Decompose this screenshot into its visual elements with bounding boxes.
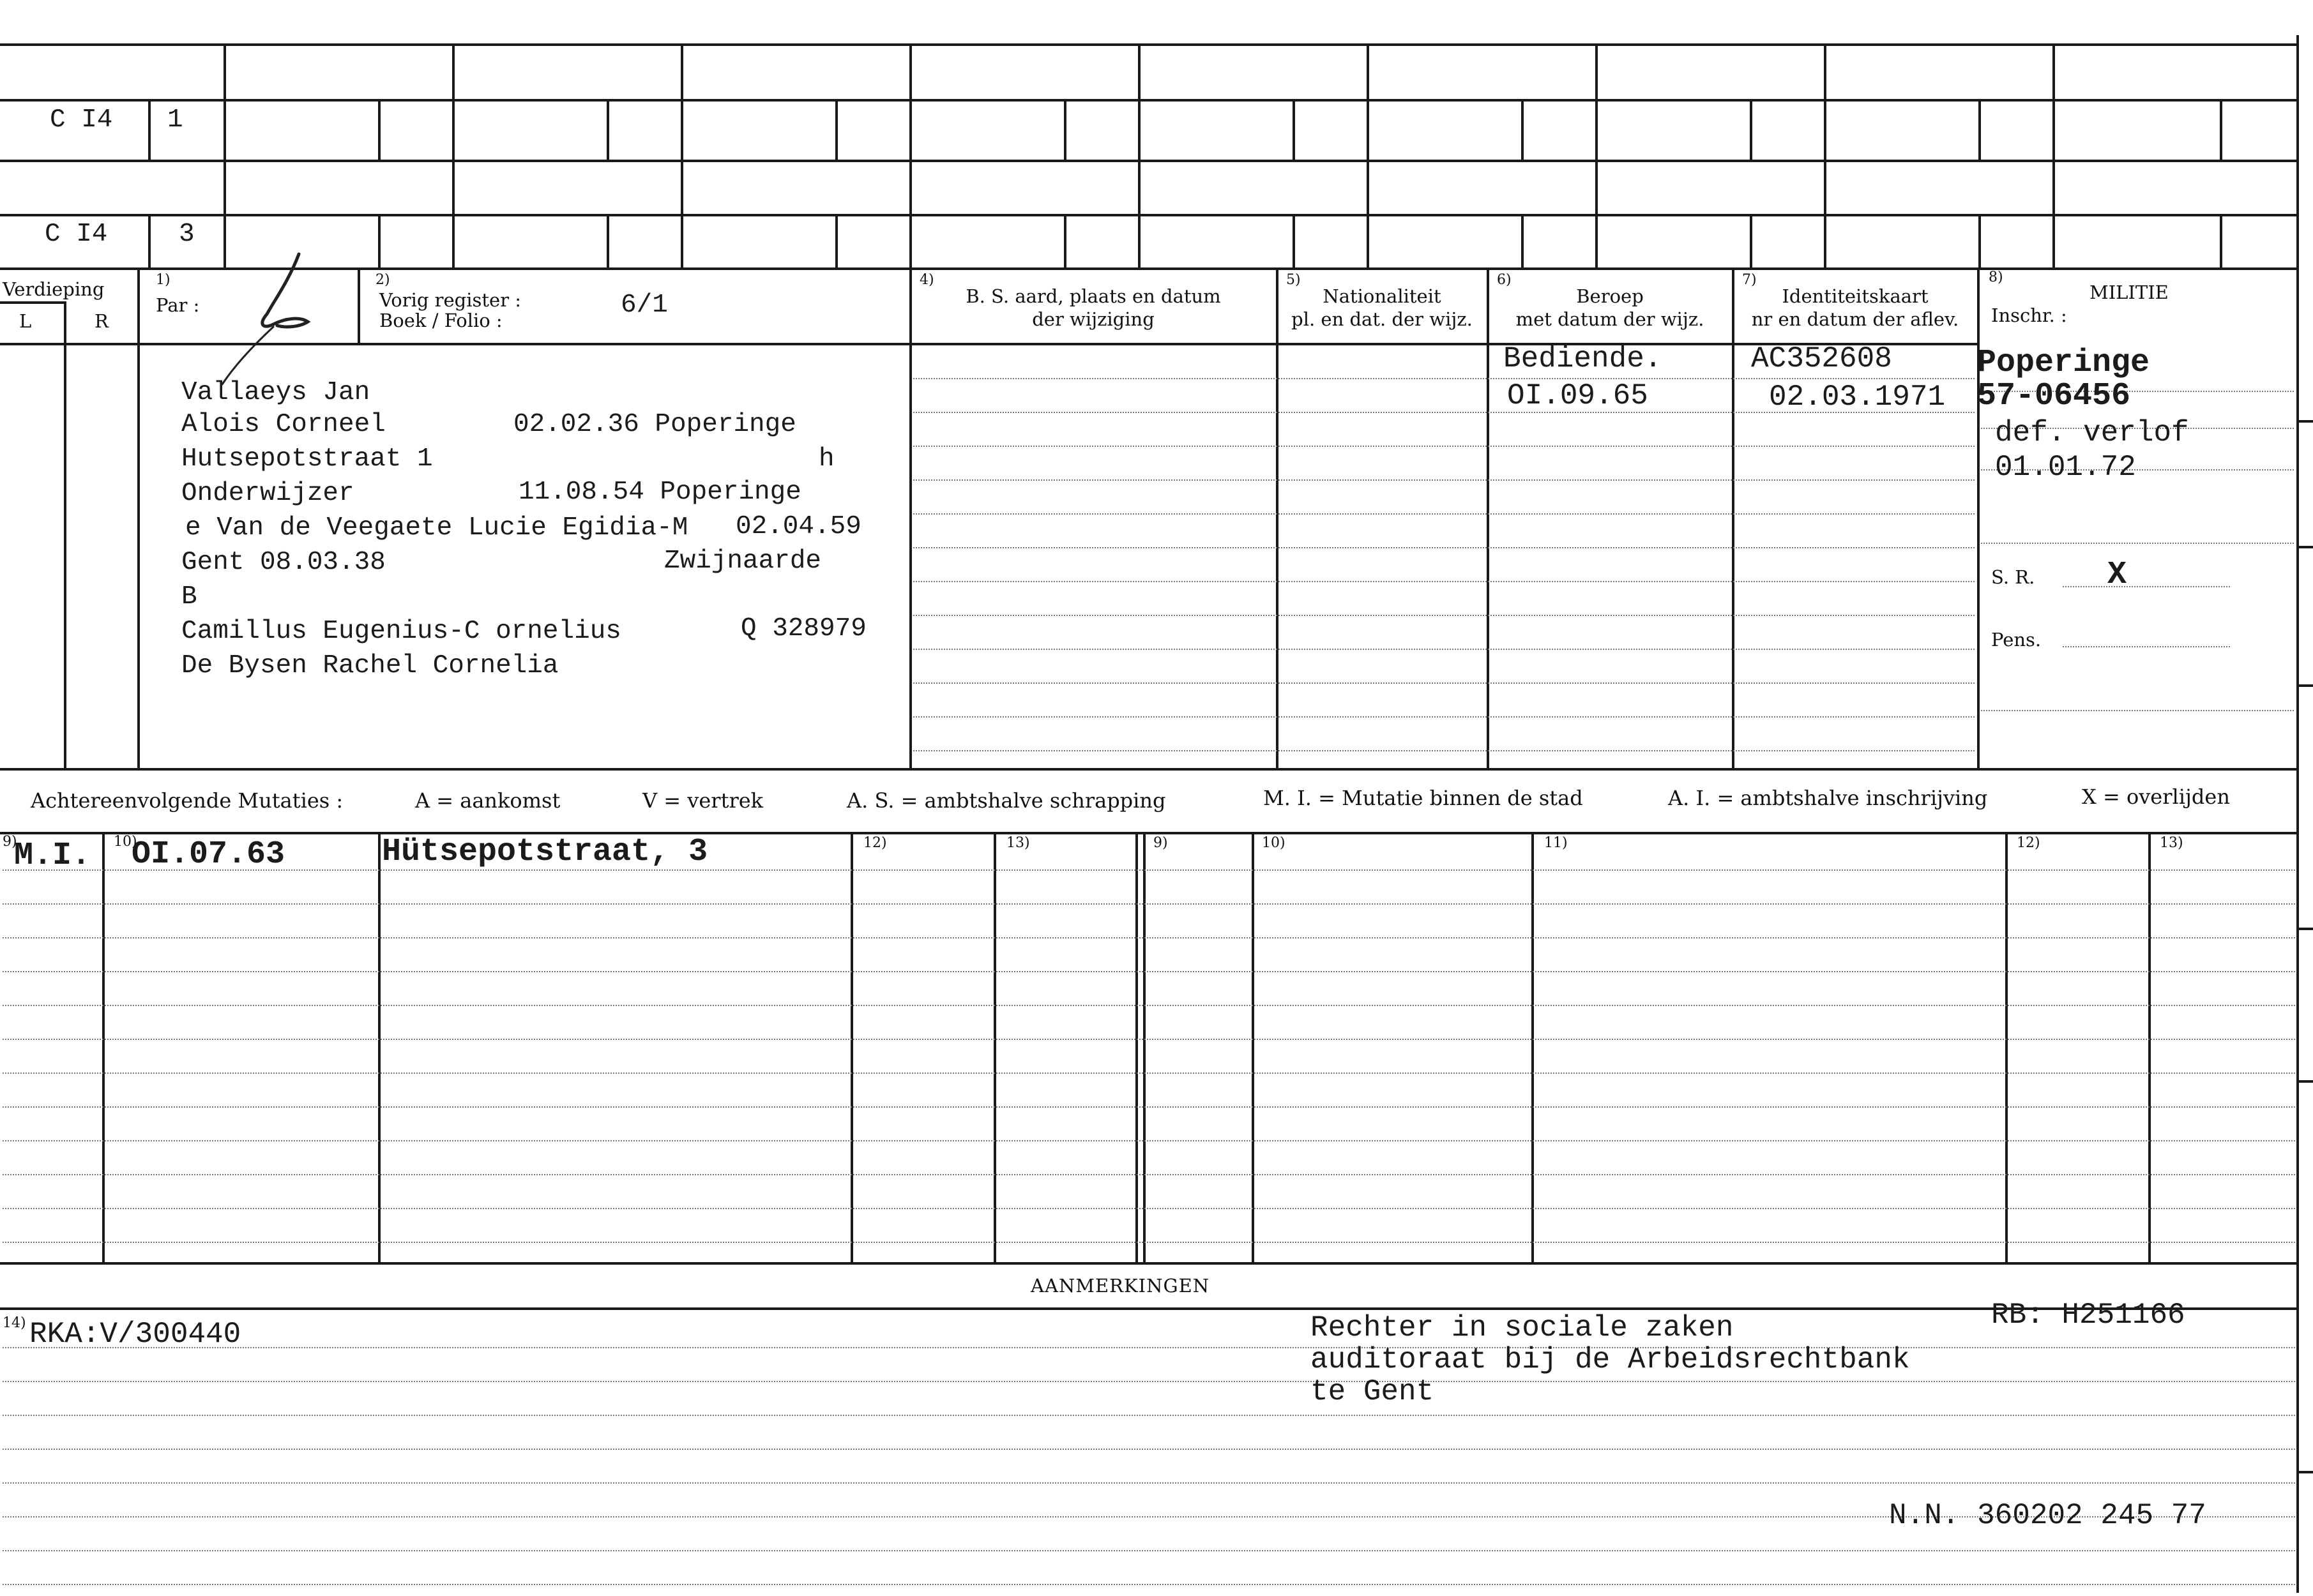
inschr-label: Inschr. :	[1991, 305, 2067, 326]
footnote-marker: 4)	[920, 272, 934, 288]
person-occupation: Onderwijzer	[181, 479, 354, 508]
militie-place: Poperinge	[1977, 345, 2150, 381]
bs-header-line2: der wijziging	[1032, 308, 1155, 330]
footnote-marker: 10)	[114, 834, 137, 850]
nationaliteit-header-line1: Nationaliteit	[1323, 285, 1441, 307]
person-father: Camillus Eugenius-C ornelius	[181, 617, 621, 646]
beroep-date: OI.09.65	[1507, 379, 1648, 412]
mutation-address: Hütsepotstraat, 3	[382, 834, 708, 870]
remarks-text-line: Rechter in sociale zaken	[1310, 1311, 1734, 1344]
identiteit-date: 02.03.1971	[1769, 380, 1946, 414]
person-occupation-date: 11.08.54 Poperinge	[519, 478, 801, 507]
remarks-text-line: te Gent	[1310, 1375, 1434, 1408]
person-spouse-birth: Gent 08.03.38	[181, 548, 386, 577]
beroep-value: Bediende.	[1503, 342, 1662, 375]
footnote-marker: 1)	[156, 272, 171, 288]
person-spouse-place: Zwijnaarde	[664, 546, 822, 576]
identiteit-header-line1: Identiteitskaart	[1782, 285, 1929, 307]
person-marriage-date: 02.04.59	[736, 512, 861, 541]
person-given-names: Alois Corneel	[181, 410, 386, 439]
beroep-header-line1: Beroep	[1576, 285, 1644, 307]
legend-item: M. I. = Mutatie binnen de stad	[1263, 786, 1583, 810]
row-code: C I4	[45, 220, 108, 249]
footnote-marker: 8)	[1989, 269, 2003, 285]
correction-arrow	[222, 327, 273, 384]
boek-folio-label: Boek / Folio :	[379, 310, 503, 331]
verdieping-l-label: L	[19, 310, 32, 332]
remarks-reference: RKA:V/300440	[29, 1318, 241, 1351]
row-number: 3	[179, 220, 195, 249]
beroep-header-line2: met datum der wijz.	[1515, 308, 1704, 330]
footnote-marker: 6)	[1497, 272, 1512, 288]
footnote-marker: 7)	[1742, 272, 1757, 288]
footnote-marker: 13)	[1006, 835, 1030, 851]
footnote-marker: 14)	[3, 1315, 26, 1331]
militie-date: 01.01.72	[1995, 451, 2136, 484]
legend-title: Achtereenvolgende Mutaties :	[31, 788, 344, 813]
person-h: h	[819, 444, 835, 474]
person-address: Hutsepotstraat 1	[181, 444, 433, 474]
bs-header-line1: B. S. aard, plaats en datum	[966, 285, 1221, 307]
remarks-text-line: auditoraat bij de Arbeidsrechtbank	[1310, 1343, 1910, 1376]
sr-label: S. R.	[1991, 566, 2035, 588]
verdieping-label: Verdieping	[3, 278, 105, 300]
legend-item: X = overlijden	[2082, 785, 2230, 809]
person-name-line: Vallaeys Jan	[181, 378, 370, 407]
footnote-marker: 9)	[1153, 835, 1168, 851]
person-birth: 02.02.36 Poperinge	[513, 410, 796, 439]
footnote-marker: 12)	[2017, 835, 2040, 851]
row-number: 1	[167, 105, 183, 135]
person-spouse: e Van de Veegaete Lucie Egidia-M	[185, 513, 688, 543]
identiteit-header-line2: nr en datum der aflev.	[1751, 308, 1959, 330]
militie-number: 57-06456	[1977, 378, 2131, 414]
national-number: N.N. 360202 245 77	[1889, 1499, 2206, 1532]
pens-label: Pens.	[1991, 629, 2042, 651]
par-signature	[262, 254, 308, 327]
mutation-date: OI.07.63	[132, 836, 285, 873]
footnote-marker: 13)	[2160, 835, 2183, 851]
mutation-type: M.I.	[14, 838, 91, 874]
remarks-rb-number: RB: H251166	[1991, 1299, 2185, 1332]
footnote-marker: 9)	[3, 834, 17, 850]
remarks-title: AANMERKINGEN	[1031, 1275, 1210, 1297]
footnote-marker: 2)	[375, 272, 390, 288]
footnote-marker: 10)	[1262, 835, 1285, 851]
par-label: Par :	[156, 294, 200, 316]
footnote-marker: 5)	[1286, 272, 1301, 288]
militie-header: MILITIE	[2089, 282, 2169, 303]
person-b: B	[181, 582, 197, 612]
legend-item: A = aankomst	[415, 788, 561, 813]
legend-item: A. S. = ambtshalve schrapping	[847, 788, 1166, 813]
sr-value: X	[2107, 557, 2127, 593]
verdieping-r-label: R	[95, 310, 109, 332]
vorig-register-label: Vorig register :	[379, 289, 522, 311]
boek-folio-value: 6/1	[621, 290, 668, 320]
militie-status: def. verlof	[1995, 416, 2189, 449]
identiteit-number: AC352608	[1751, 342, 1892, 375]
footnote-marker: 12)	[863, 835, 887, 851]
legend-item: V = vertrek	[642, 788, 764, 813]
person-number: Q 328979	[741, 614, 867, 644]
row-code: C I4	[50, 105, 113, 135]
legend-item: A. I. = ambtshalve inschrijving	[1668, 786, 1988, 810]
footnote-marker: 11)	[1544, 835, 1568, 851]
nationaliteit-header-line2: pl. en dat. der wijz.	[1291, 308, 1473, 330]
person-mother: De Bysen Rachel Cornelia	[181, 651, 559, 681]
